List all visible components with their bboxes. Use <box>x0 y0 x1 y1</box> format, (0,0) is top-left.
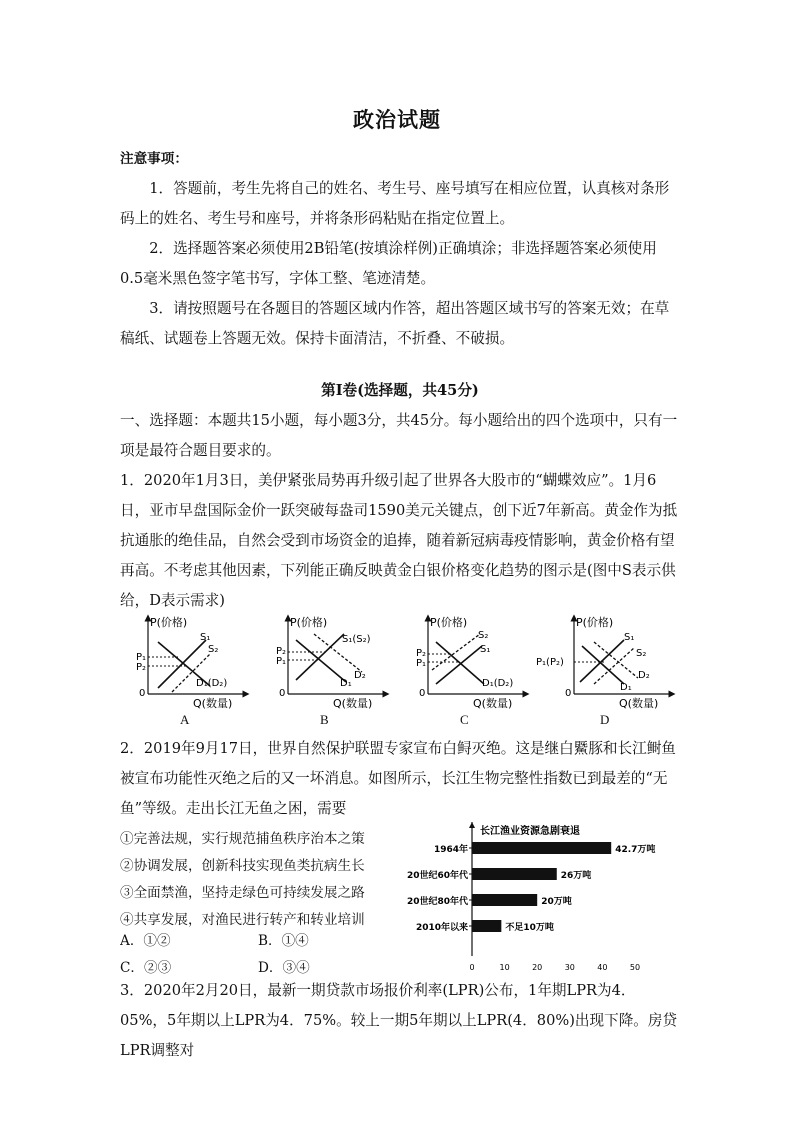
graph-a <box>136 615 246 710</box>
price-label: P₁ <box>276 656 287 667</box>
price-label: P₁ <box>416 658 427 669</box>
origin-label: 0 <box>565 688 572 699</box>
question-1-text: 1．2020年1月3日，美伊紧张局势再升级引起了世界各大股市的“蝴蝶效应”。1月6日，亚市早盘国际金价一跃突破每盎司1590美元关键点，创下近7年新高。黄金作为抵抗通胀的绝佳品，自然会受到市场资金的追捧，随着新冠病毒疫情影响，黄金价格有望再高。不考虑其他因素，下列能正确反映黄金白银价格变化趋势的图示是(图中S表示供给，D表示需求) <box>120 472 678 609</box>
graph-d <box>536 615 672 710</box>
graph-label-a: A <box>180 712 190 727</box>
notice-item-2: 2．选择题答案必须使用2B铅笔(按填涂样例)正确填涂；非选择题答案必须使用0.5毫米黑色签字笔书写，字体工整、笔迹清楚。 <box>120 240 657 287</box>
x-axis-label: Q(数量) <box>333 697 373 710</box>
category-label: 20世纪80年代 <box>406 897 468 907</box>
graph-c <box>416 615 526 710</box>
price-label: P₂ <box>416 648 427 659</box>
supply-line-shifted <box>594 648 634 684</box>
tick-label: 20 <box>532 963 543 972</box>
tick-label: 50 <box>629 963 641 972</box>
q2-choice-b[interactable]: B．①④ <box>258 933 309 949</box>
chart-y-axis-arrow <box>469 822 475 828</box>
supply-line-shifted <box>432 634 480 670</box>
q2-choice-c[interactable]: C．②③ <box>120 960 172 976</box>
line-label: D₂ <box>354 670 366 681</box>
q2-choice-d[interactable]: D．③④ <box>258 960 310 976</box>
origin-label: 0 <box>139 688 146 699</box>
bar <box>472 842 611 854</box>
line-label: S₁ <box>624 632 635 643</box>
bar <box>472 920 501 932</box>
x-axis-label: Q(数量) <box>619 697 659 710</box>
demand-line <box>582 646 624 684</box>
bar <box>472 868 557 880</box>
data-label: 26万吨 <box>560 871 592 881</box>
origin-label: 0 <box>279 688 286 699</box>
x-axis-label: Q(数量) <box>193 697 233 710</box>
y-axis-label: P(价格) <box>430 616 468 629</box>
line-label: S₁ <box>480 644 491 655</box>
origin-label: 0 <box>419 688 426 699</box>
line-label: S₂ <box>478 630 489 641</box>
y-axis-label: P(价格) <box>150 616 188 629</box>
tick-label: 10 <box>499 963 510 972</box>
line-label: D₁(D₂) <box>482 678 514 689</box>
price-label: P₁(P₂) <box>536 657 564 668</box>
demand-line <box>296 640 346 682</box>
line-label: D₁ <box>340 678 352 689</box>
question-2-text: 2．2019年9月17日，世界自然保护联盟专家宣布白鲟灭绝。这是继白鱀豚和长江鲥鱼被宣布功能性灭绝之后的又一坏消息。如图所示，长江生物完整性指数已到最差的“无鱼”等级。走出长江无鱼之困，需要 <box>120 740 676 817</box>
supply-line <box>436 646 482 684</box>
price-label: P₂ <box>276 646 287 657</box>
notice-item-1: 1．答题前，考生先将自己的姓名、考生号、座号填写在相应位置，认真核对条形码上的姓名、考生号和座号，并将条形码粘贴在指定位置上。 <box>120 180 670 227</box>
graph-label-c: C <box>460 712 469 727</box>
line-label: D₁ <box>620 682 632 693</box>
q2-statement-1: ①完善法规，实行规范捕鱼秩序治本之策 <box>120 831 365 847</box>
notice-item-3: 3．请按照题号在各题目的答题区域内作答，超出答题区域书写的答案无效；在草稿纸、试题卷上答题无效。保持卡面清洁，不折叠、不破损。 <box>120 300 670 347</box>
line-label: D₁(D₂) <box>196 678 228 689</box>
data-label: 20万吨 <box>541 897 572 907</box>
bar <box>472 894 537 906</box>
graph-label-b: B <box>320 712 329 727</box>
question-3-text: 3．2020年2月20日，最新一期贷款市场报价利率(LPR)公布，1年期LPR为4．05%，5年期以上LPR为4．75%。较上一期5年期以上LPR(4．80%)出现下降。房贷LPR调整对 <box>120 982 678 1059</box>
fishery-bar-chart <box>380 816 680 976</box>
y-axis-label: P(价格) <box>290 616 328 629</box>
supply-line <box>296 634 344 680</box>
category-label: 1964年 <box>433 845 468 855</box>
q2-statement-3: ③全面禁渔，坚持走绿色可持续发展之路 <box>120 885 365 901</box>
tick-label: 0 <box>469 963 475 972</box>
data-label: 42.7万吨 <box>615 845 656 855</box>
y-axis-label: P(价格) <box>576 616 614 629</box>
price-label: P₂ <box>136 662 147 673</box>
supply-demand-graphs <box>0 612 794 722</box>
tick-label: 30 <box>564 963 575 972</box>
q2-statement-4: ④共享发展，对渔民进行转产和转业培训 <box>120 912 365 928</box>
notice-heading: 注意事项： <box>120 151 188 167</box>
graph-label-d: D <box>600 712 610 727</box>
chart-title: 长江渔业资源急剧衰退 <box>480 826 580 837</box>
line-label: S₂ <box>636 648 647 659</box>
tick-label: 40 <box>597 963 608 972</box>
line-label: D₂ <box>638 670 650 681</box>
section-title: 第Ⅰ卷(选择题，共45分) <box>321 382 479 399</box>
x-axis-label: Q(数量) <box>473 697 513 710</box>
category-label: 2010年以来 <box>415 923 468 933</box>
data-label: 不足10万吨 <box>505 923 554 933</box>
section-intro: 一、选择题：本题共15小题，每小题3分，共45分。每小题给出的四个选项中，只有一项是最符合题目要求的。 <box>120 412 678 459</box>
q2-statement-2: ②协调发展，创新科技实现鱼类抗病生长 <box>120 858 365 874</box>
line-label: S₂ <box>208 644 219 655</box>
line-label: S₁ <box>200 632 211 643</box>
q2-choice-a[interactable]: A．①② <box>120 933 171 949</box>
line-label: S₁(S₂) <box>342 634 371 645</box>
category-label: 20世纪60年代 <box>406 871 468 881</box>
graph-b <box>276 615 386 710</box>
page-title: 政治试题 <box>353 107 441 132</box>
price-label: P₁ <box>136 652 147 663</box>
